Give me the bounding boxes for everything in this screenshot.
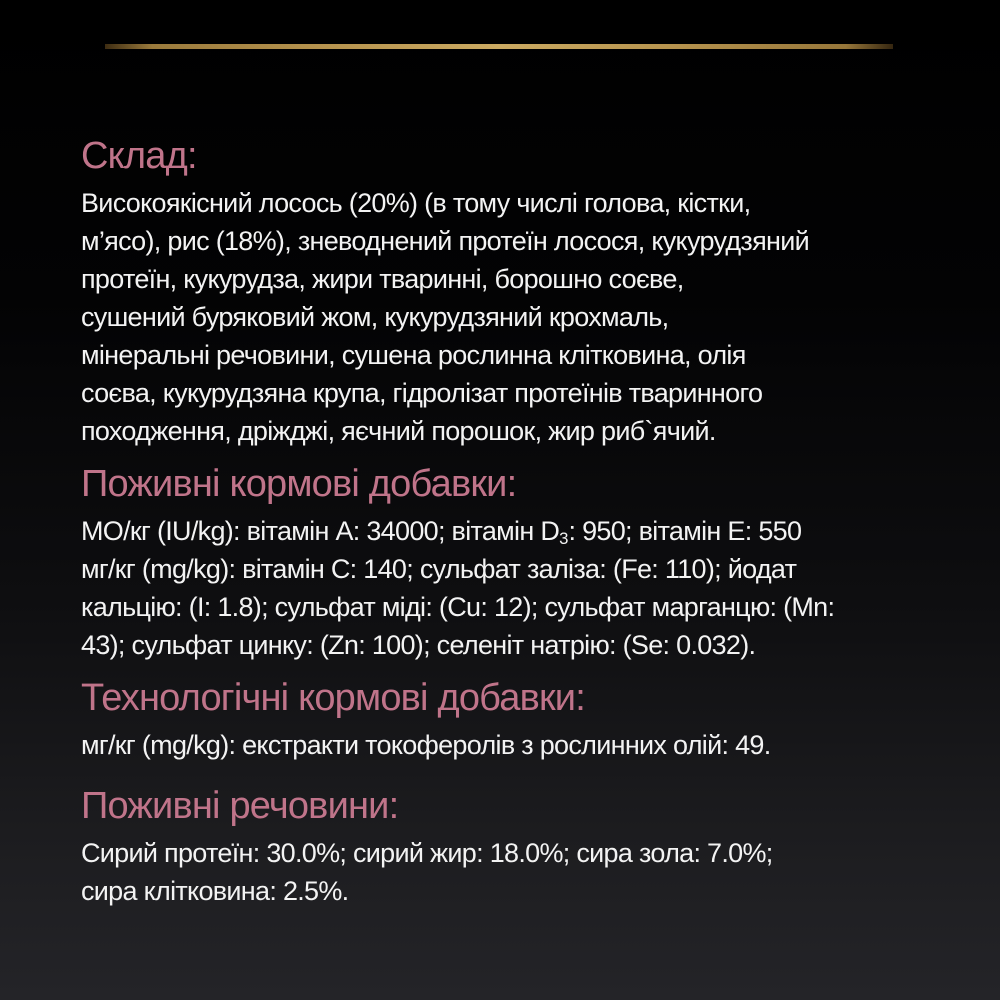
- nutritional-additives-line: кальцію: (I: 1.8); сульфат міді: (Cu: 12); сульфат марганцю: (Mn:: [81, 592, 835, 622]
- nutrients-line: сира клітковина: 2.5%.: [81, 876, 349, 906]
- nutritional-additives-heading: Поживні кормові добавки:: [81, 463, 517, 505]
- section-technological-additives: [81, 674, 941, 764]
- composition-line: Високоякісний лосось (20%) (в тому числі голова, кістки,: [81, 188, 751, 218]
- vitamins-text-post: : 950; вітамін E: 550: [568, 516, 802, 546]
- nutritional-additives-line: [81, 512, 941, 550]
- composition-line: м’ясо), рис (18%), зневоднений протеїн лосося, кукурудзяний: [81, 226, 809, 256]
- gold-divider-line: [105, 44, 893, 49]
- composition-line: сушений буряковий жом, кукурудзяний крохмаль,: [81, 302, 669, 332]
- technological-additives-line: мг/кг (mg/kg): екстракти токоферолів з рослинних олій: 49.: [81, 730, 771, 760]
- composition-line: протеїн, кукурудза, жири тваринні, борошно соєве,: [81, 264, 684, 294]
- label-content: [81, 132, 941, 910]
- section-nutrients: [81, 782, 941, 910]
- nutritional-additives-line: мг/кг (mg/kg): вітамін C: 140; сульфат заліза: (Fe: 110); йодат: [81, 554, 797, 584]
- section-composition: [81, 132, 941, 450]
- nutritional-additives-line: 43); сульфат цинку: (Zn: 100); селеніт натрію: (Se: 0.032).: [81, 630, 756, 660]
- composition-line: соєва, кукурудзяна крупа, гідролізат протеїнів тваринного: [81, 378, 763, 408]
- composition-heading: Склад:: [81, 135, 197, 177]
- technological-additives-heading: Технологічні кормові добавки:: [81, 677, 585, 719]
- section-nutritional-additives: [81, 460, 941, 664]
- nutrients-line: Сирий протеїн: 30.0%; сирий жир: 18.0%; сира зола: 7.0%;: [81, 838, 773, 868]
- nutrients-heading: Поживні речовини:: [81, 785, 399, 827]
- vitamin-d-subscript: 3: [559, 529, 569, 549]
- composition-line: походження, дріжджі, яєчний порошок, жир риб`ячий.: [81, 416, 716, 446]
- composition-line: мінеральні речовини, сушена рослинна клітковина, олія: [81, 340, 746, 370]
- vitamins-text-pre: МО/кг (IU/kg): вітамін A: 34000; вітамін D: [81, 516, 560, 546]
